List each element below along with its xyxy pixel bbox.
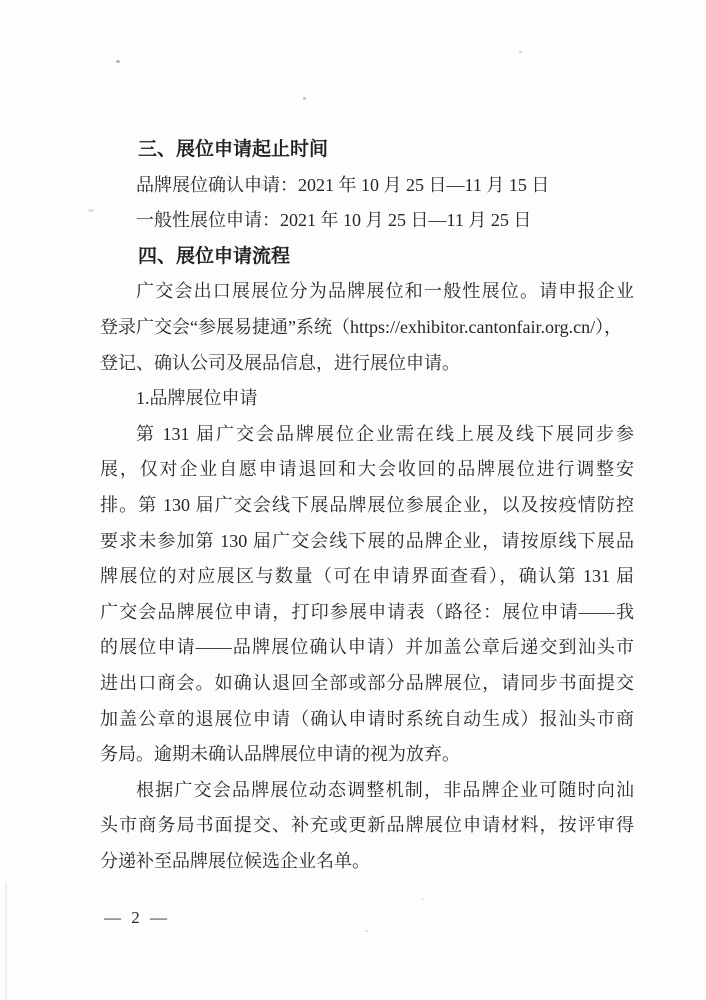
paragraph-line: 头市商务局书面提交、补充或更新品牌展位申请材料，按评审得 <box>100 815 634 836</box>
scan-speck <box>365 930 368 932</box>
document-body <box>100 132 634 879</box>
brand-booth-confirm-period-line: 品牌展位确认申请：2021 年 10 月 25 日—11 月 15 日 <box>136 174 550 195</box>
paragraph-line: 根据广交会品牌展位动态调整机制，非品牌企业可随时向汕 <box>136 779 634 800</box>
section-3-heading: 三、展位申请起止时间 <box>138 139 329 160</box>
scan-speck <box>422 898 425 900</box>
paragraph-line: 的展位申请——品牌展位确认申请）并加盖公章后递交到汕头市 <box>100 637 634 658</box>
scan-speck <box>116 60 120 63</box>
scan-edge-shadow <box>5 882 7 1000</box>
scan-speck <box>88 209 94 212</box>
paragraph-line: 要求未参加第 130 届广交会线下展的品牌企业，请按原线下展品 <box>100 530 634 551</box>
paragraph-line: 广交会品牌展位申请，打印参展申请表（路径：展位申请——我 <box>100 601 634 622</box>
paragraph-line: 广交会出口展展位分为品牌展位和一般性展位。请申报企业 <box>136 281 634 302</box>
paragraph-line-url: 登录广交会“参展易捷通”系统（https://exhibitor.cantonfair.org.cn/）， <box>100 316 623 337</box>
general-booth-apply-period-line: 一般性展位申请：2021 年 10 月 25 日—11 月 25 日 <box>136 210 532 231</box>
paragraph-line: 展，仅对企业自愿申请退回和大会收回的品牌展位进行调整安 <box>100 459 634 480</box>
paragraph-line: 务局。逾期未确认品牌展位申请的视为放弃。 <box>100 744 460 765</box>
subsection-1-heading: 1.品牌展位申请 <box>136 388 258 409</box>
paragraph-line: 排。第 130 届广交会线下展品牌展位参展企业，以及按疫情防控 <box>100 494 634 515</box>
paragraph-line: 分递补至品牌展位候选企业名单。 <box>100 850 370 871</box>
paragraph-line: 牌展位的对应展区与数量（可在申请界面查看），确认第 131 届 <box>100 566 634 587</box>
section-4-heading: 四、展位申请流程 <box>138 245 291 267</box>
page-number: — 2 — <box>104 908 170 927</box>
paragraph-line: 进出口商会。如确认退回全部或部分品牌展位，请同步书面提交 <box>100 672 634 693</box>
scan-smudge <box>255 184 267 189</box>
paragraph-line: 登记、确认公司及展品信息，进行展位申请。 <box>100 352 460 373</box>
paragraph-line: 加盖公章的退展位申请（确认申请时系统自动生成）报汕头市商 <box>100 708 634 729</box>
scan-speck <box>303 97 306 100</box>
paragraph-line: 第 131 届广交会品牌展位企业需在线上展及线下展同步参 <box>136 423 634 444</box>
scan-speck <box>519 51 522 53</box>
